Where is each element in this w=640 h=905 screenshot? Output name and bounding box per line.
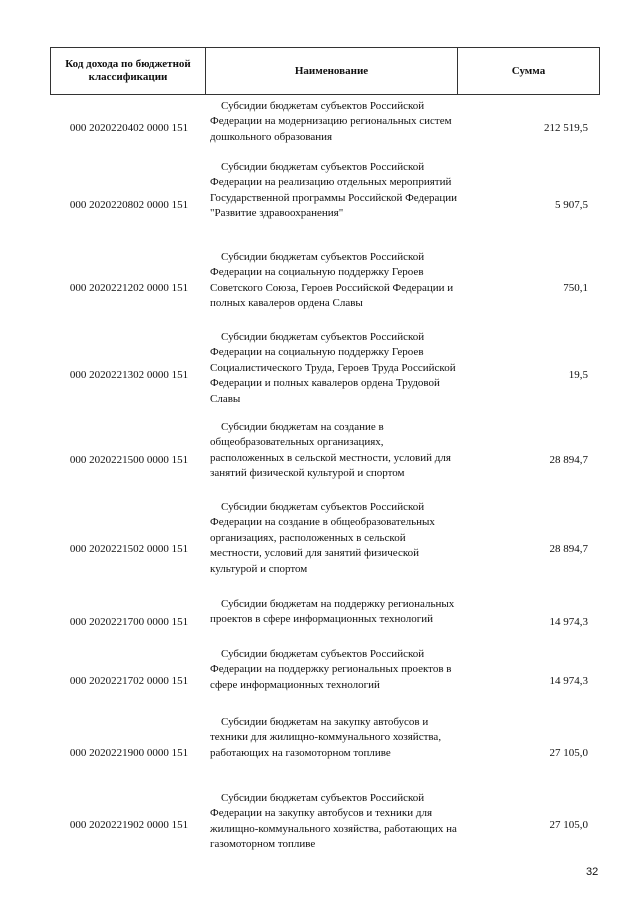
table-row (50, 326, 600, 420)
row-name: Субсидии бюджетам субъектов Российской Федерации на поддержку региональных проектов в сфере информационных технологий (210, 648, 452, 691)
row-code: 000 2020221500 0000 151 (69, 454, 189, 466)
row-code: 000 2020221502 0000 151 (69, 542, 189, 555)
row-sum: 14 974,3 (549, 675, 588, 687)
row-sum: 5 907,5 (555, 199, 588, 211)
row-code: 000 2020221302 0000 151 (69, 369, 189, 381)
row-sum: 27 105,0 (549, 819, 588, 831)
budget-table (50, 47, 600, 859)
row-name: Субсидии бюджетам на создание в общеобразовательных организациях, расположенных в сельской местности, условий для занятий физической культурой и спортом (210, 421, 451, 480)
row-code: 000 2020221902 0000 151 (69, 819, 189, 831)
table-row (50, 647, 600, 715)
row-sum: 28 894,7 (549, 542, 588, 555)
row-sum: 750,1 (563, 282, 588, 294)
row-name: Субсидии бюджетам на закупку автобусов и техники для жилищно-коммунального хозяйства, работающих на газомоторном топливе (210, 716, 442, 759)
row-sum: 28 894,7 (549, 454, 588, 466)
row-code: 000 2020221702 0000 151 (69, 675, 189, 687)
table-row (50, 597, 600, 647)
row-name: Субсидии бюджетам субъектов Российской Федерации на социальную поддержку Героев Советского Союза, Героев Российской Федерации и полных кавалеров ордена Славы (210, 251, 454, 310)
table-row (50, 791, 600, 859)
header-sum: Сумма (511, 64, 546, 77)
row-sum: 212 519,5 (544, 121, 588, 134)
row-code: 000 2020221900 0000 151 (69, 747, 189, 759)
page-number: 32 (586, 866, 599, 878)
table-row (50, 420, 600, 500)
row-code: 000 2020221202 0000 151 (69, 282, 189, 294)
table-header (50, 47, 600, 95)
row-name: Субсидии бюджетам субъектов Российской Федерации на модернизацию региональных систем дошкольного образования (210, 100, 452, 143)
row-code: 000 2020221700 0000 151 (69, 616, 189, 628)
row-code: 000 2020220402 0000 151 (69, 121, 189, 134)
row-name: Субсидии бюджетам субъектов Российской Федерации на реализацию отдельных мероприятий Государственной программы Российской Федерации "Развитие здравоохранения" (210, 161, 458, 220)
table-row (50, 95, 600, 156)
row-code: 000 2020220802 0000 151 (69, 199, 189, 211)
row-name: Субсидии бюджетам на поддержку региональных проектов в сфере информационных технологий (210, 598, 455, 626)
header-name: Наименование (206, 48, 458, 94)
table-row (50, 250, 600, 326)
row-name: Субсидии бюджетам субъектов Российской Федерации на закупку автобусов и техники для жилищно-коммунального хозяйства, работающих на газомоторном топливе (210, 792, 457, 851)
table-row (50, 715, 600, 791)
table-row (50, 500, 600, 597)
row-name: Субсидии бюджетам субъектов Российской Федерации на создание в общеобразовательных организациях, расположенных в сельской местности, условий для занятий физической культурой и спортом (210, 501, 435, 575)
table-row (50, 156, 600, 250)
row-sum: 14 974,3 (549, 616, 588, 628)
row-sum: 19,5 (568, 369, 588, 381)
header-code: Код дохода по бюджетной классификации (51, 48, 206, 94)
row-name: Субсидии бюджетам субъектов Российской Федерации на социальную поддержку Героев Социалистического Труда, Героев Труда Российской Федерации и полных кавалеров ордена Трудовой Славы (210, 331, 456, 405)
row-sum: 27 105,0 (549, 747, 588, 759)
